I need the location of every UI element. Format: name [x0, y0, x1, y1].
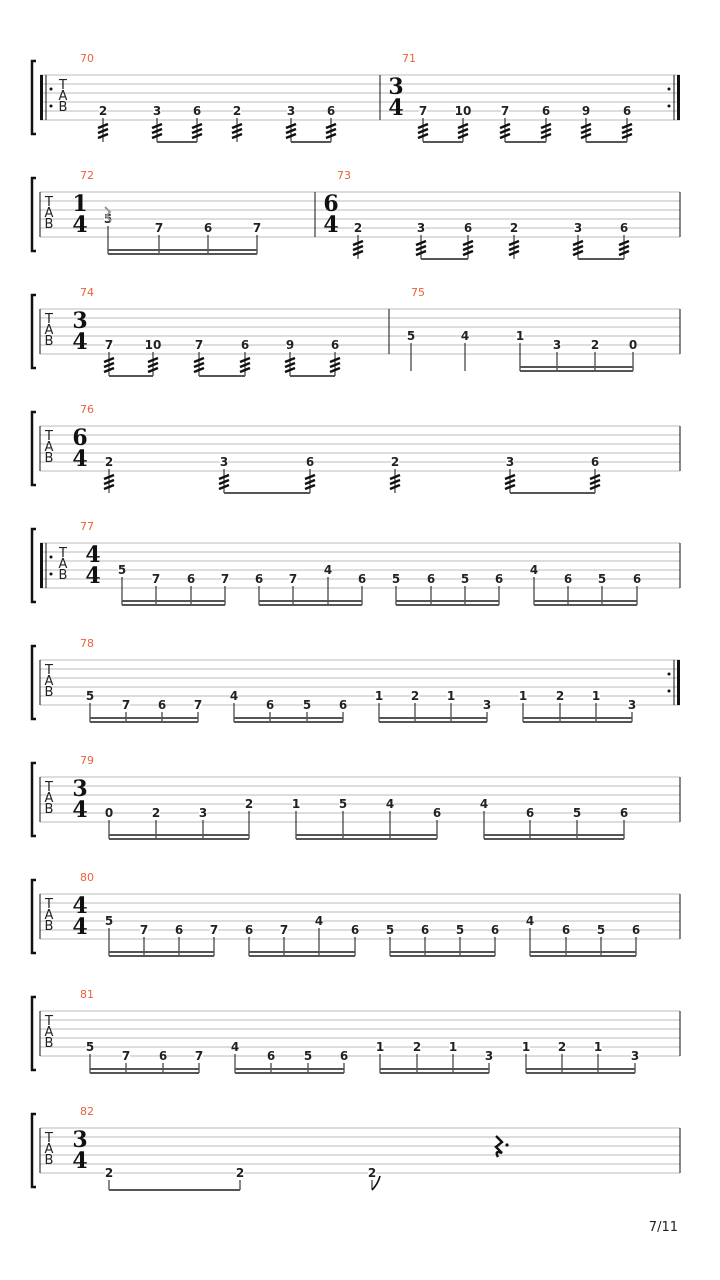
tab-system [32, 520, 680, 605]
tab-system [32, 52, 680, 142]
fret-number: 6 [174, 923, 184, 937]
repeat-dot [50, 88, 53, 91]
fret-number: 6 [157, 698, 167, 712]
tab-clef-letter: A [44, 440, 54, 455]
fret-number: 5 [338, 797, 348, 811]
fret-number: 4 [479, 797, 489, 811]
fret-number: 3 [219, 455, 229, 469]
fret-number: 6 [158, 1049, 168, 1063]
fret-number: 4 [314, 914, 324, 928]
time-signature-numerator: 6 [72, 425, 88, 451]
fret-number: 2 [353, 221, 363, 235]
tab-clef-letter: A [44, 674, 54, 689]
fret-number: 6 [622, 104, 632, 118]
fret-number: 3 [630, 1049, 640, 1063]
tab-system [32, 169, 680, 259]
system-bracket [32, 763, 36, 836]
fret-number: 2 [509, 221, 519, 235]
tab-clef-letter: B [44, 685, 54, 700]
fret-number: 2 [410, 689, 420, 703]
fret-number: 2 [104, 455, 114, 469]
fret-number: 1 [375, 1040, 385, 1054]
repeat-dot [50, 573, 53, 576]
fret-number: 6 [619, 806, 629, 820]
fret-number: 3 [416, 221, 426, 235]
fret-number: 3 [505, 455, 515, 469]
fret-number: 6 [305, 455, 315, 469]
tab-clef-letter: A [58, 89, 68, 104]
measure-number: 74 [80, 286, 94, 299]
fret-number: 2 [590, 338, 600, 352]
system-bracket [32, 412, 36, 485]
tab-clef-letter: T [45, 1131, 53, 1146]
measure-number: 80 [80, 871, 94, 884]
measure-number: 73 [337, 169, 351, 182]
tab-system [32, 286, 680, 376]
fret-number: 2 [151, 806, 161, 820]
fret-number: 5 [406, 329, 416, 343]
tab-clef-letter: B [44, 451, 54, 466]
tab-clef-letter: A [44, 791, 54, 806]
time-signature-numerator: 3 [72, 776, 88, 802]
fret-number: 6 [357, 572, 367, 586]
time-signature-denominator: 4 [72, 914, 88, 940]
fret-number: 1 [374, 689, 384, 703]
tab-clef-letter: A [44, 908, 54, 923]
fret-number: 6 [330, 338, 340, 352]
fret-number: 6 [240, 338, 250, 352]
fret-number: 2 [555, 689, 565, 703]
system-bracket [32, 61, 36, 134]
tab-clef-letter: T [45, 1014, 53, 1029]
time-signature-denominator: 4 [85, 563, 101, 589]
tab-system [32, 754, 680, 839]
fret-number: 2 [98, 104, 108, 118]
fret-number: 5 [85, 1040, 95, 1054]
fret-number: 6 [338, 698, 348, 712]
tab-clef-letter: T [45, 897, 53, 912]
measure-number: 79 [80, 754, 94, 767]
fret-number: 6 [326, 104, 336, 118]
fret-number: 9 [285, 338, 295, 352]
fret-number: 7 [209, 923, 219, 937]
tab-clef-letter: A [44, 323, 54, 338]
fret-number: 7 [193, 698, 203, 712]
fret-number: 4 [229, 689, 239, 703]
fret-number: 7 [151, 572, 161, 586]
fret-number: 10 [144, 338, 162, 352]
repeat-end-thick-bar [677, 660, 680, 705]
fret-number: 3 [627, 698, 637, 712]
tab-clef-letter: B [44, 217, 54, 232]
fret-number: 6 [265, 698, 275, 712]
fret-number: 1 [446, 689, 456, 703]
measure-number: 70 [80, 52, 94, 65]
fret-number: 3 [286, 104, 296, 118]
fret-number: 3 [482, 698, 492, 712]
fret-number: 7 [121, 1049, 131, 1063]
system-bracket [32, 529, 36, 602]
repeat-dot [668, 690, 671, 693]
fret-number: 1 [518, 689, 528, 703]
fret-number: 2 [557, 1040, 567, 1054]
fret-number: 3 [573, 221, 583, 235]
repeat-start-thick-bar [40, 543, 43, 588]
fret-number: 6 [186, 572, 196, 586]
fret-number: 6 [350, 923, 360, 937]
repeat-dot [668, 673, 671, 676]
fret-number: 0 [628, 338, 638, 352]
system-bracket [32, 997, 36, 1070]
fret-number: 6 [563, 572, 573, 586]
fret-number: 7 [154, 221, 164, 235]
fret-number: 6 [339, 1049, 349, 1063]
repeat-dot [50, 105, 53, 108]
tab-clef-letter: T [45, 195, 53, 210]
system-bracket [32, 295, 36, 368]
fret-number: 4 [460, 329, 470, 343]
fret-number: 7 [194, 338, 204, 352]
measure-number: 77 [80, 520, 94, 533]
time-signature-numerator: 1 [72, 191, 88, 217]
fret-number: 5 [117, 563, 127, 577]
fret-number: 6 [192, 104, 202, 118]
fret-number: 6 [426, 572, 436, 586]
tab-clef-letter: B [44, 1153, 54, 1168]
fret-number: 6 [494, 572, 504, 586]
fret-number: 2 [412, 1040, 422, 1054]
tab-clef-letter: B [58, 100, 68, 115]
fret-number: 1 [515, 329, 525, 343]
fret-number: 1 [448, 1040, 458, 1054]
repeat-dot [668, 105, 671, 108]
fret-number: 4 [529, 563, 539, 577]
fret-number: 2 [235, 1166, 245, 1180]
fret-number: 6 [619, 221, 629, 235]
time-signature-numerator: 6 [323, 191, 339, 217]
fret-number: 2 [104, 1166, 114, 1180]
fret-number: 5 [303, 1049, 313, 1063]
tab-clef-letter: T [45, 429, 53, 444]
page-number: 7/11 [648, 1220, 678, 1235]
time-signature-numerator: 4 [85, 542, 101, 568]
fret-number: 7 [194, 1049, 204, 1063]
tab-clef-letter: A [44, 1142, 54, 1157]
repeat-end-thick-bar [677, 75, 680, 120]
fret-number: 5 [597, 572, 607, 586]
tab-clef-letter: T [59, 546, 67, 561]
repeat-dot [668, 88, 671, 91]
fret-number: 2 [232, 104, 242, 118]
rest-dot [505, 1143, 508, 1146]
time-signature-denominator: 4 [72, 1148, 88, 1174]
tab-clef-letter: B [44, 802, 54, 817]
measure-number: 81 [80, 988, 94, 1001]
system-bracket [32, 1114, 36, 1187]
fret-number: 5 [460, 572, 470, 586]
fret-number: 2 [390, 455, 400, 469]
fret-number: 6 [420, 923, 430, 937]
fret-number: 6 [632, 572, 642, 586]
fret-number: 10 [454, 104, 472, 118]
fret-number: 1 [291, 797, 301, 811]
fret-number: 1 [521, 1040, 531, 1054]
fret-number: 6 [525, 806, 535, 820]
fret-number: 1 [591, 689, 601, 703]
fret-number: 6 [631, 923, 641, 937]
fret-number: 4 [385, 797, 395, 811]
fret-number: 7 [139, 923, 149, 937]
fret-number: 5 [455, 923, 465, 937]
fret-number: 6 [432, 806, 442, 820]
system-bracket [32, 880, 36, 953]
fret-number: 4 [525, 914, 535, 928]
time-signature-denominator: 4 [72, 329, 88, 355]
fret-number: 4 [323, 563, 333, 577]
tab-clef-letter: T [59, 78, 67, 93]
time-signature-denominator: 4 [388, 95, 404, 121]
time-signature-denominator: 4 [72, 212, 88, 238]
measure-number: 71 [402, 52, 416, 65]
tab-system [32, 871, 680, 956]
tab-clef-letter: T [45, 312, 53, 327]
tab-clef-letter: B [58, 568, 68, 583]
fret-number: 6 [203, 221, 213, 235]
system-bracket [32, 646, 36, 719]
tab-clef-letter: A [58, 557, 68, 572]
system-bracket [32, 178, 36, 251]
tab-clef-letter: B [44, 1036, 54, 1051]
fret-number: 5 [302, 698, 312, 712]
time-signature-denominator: 4 [323, 212, 339, 238]
repeat-start-thick-bar [40, 75, 43, 120]
fret-number: 5 [104, 914, 114, 928]
measure-number: 78 [80, 637, 94, 650]
tab-clef-letter: A [44, 206, 54, 221]
tab-system [32, 637, 680, 722]
fret-number: 1 [593, 1040, 603, 1054]
fret-number: 6 [463, 221, 473, 235]
measure-number: 72 [80, 169, 94, 182]
fret-number: 7 [288, 572, 298, 586]
fret-number: 6 [490, 923, 500, 937]
tab-clef-letter: T [45, 663, 53, 678]
measure-number: 75 [411, 286, 425, 299]
fret-number: 5 [85, 689, 95, 703]
fret-number: 5 [572, 806, 582, 820]
fret-number: 6 [266, 1049, 276, 1063]
fret-number: 9 [581, 104, 591, 118]
tab-clef-letter: B [44, 334, 54, 349]
measure-number: 82 [80, 1105, 94, 1118]
fret-number: 0 [104, 806, 114, 820]
fret-number: 7 [500, 104, 510, 118]
tab-clef-letter: T [45, 780, 53, 795]
fret-number: 6 [590, 455, 600, 469]
fret-number: 7 [279, 923, 289, 937]
time-signature-denominator: 4 [72, 797, 88, 823]
measure-number: 76 [80, 403, 94, 416]
time-signature-numerator: 3 [388, 74, 404, 100]
tab-clef-letter: B [44, 919, 54, 934]
fret-number: 7 [418, 104, 428, 118]
fret-number: 7 [121, 698, 131, 712]
fret-number: 5 [385, 923, 395, 937]
tab-clef-letter: A [44, 1025, 54, 1040]
fret-number: 5 [391, 572, 401, 586]
tab-system [32, 1105, 680, 1190]
time-signature-numerator: 4 [72, 893, 88, 919]
fret-number: 5 [103, 212, 113, 226]
tab-system [32, 988, 680, 1073]
fret-number: 7 [252, 221, 262, 235]
time-signature-denominator: 4 [72, 446, 88, 472]
time-signature-numerator: 3 [72, 308, 88, 334]
repeat-dot [50, 556, 53, 559]
fret-number: 7 [220, 572, 230, 586]
fret-number: 6 [254, 572, 264, 586]
fret-number: 3 [198, 806, 208, 820]
fret-number: 2 [244, 797, 254, 811]
fret-number: 3 [552, 338, 562, 352]
fret-number: 3 [484, 1049, 494, 1063]
fret-number: 6 [561, 923, 571, 937]
fret-number: 5 [596, 923, 606, 937]
tab-system [32, 403, 680, 493]
fret-number: 6 [541, 104, 551, 118]
fret-number: 4 [230, 1040, 240, 1054]
fret-number: 3 [152, 104, 162, 118]
fret-number: 2 [367, 1166, 377, 1180]
fret-number: 6 [244, 923, 254, 937]
time-signature-numerator: 3 [72, 1127, 88, 1153]
fret-number: 7 [104, 338, 114, 352]
